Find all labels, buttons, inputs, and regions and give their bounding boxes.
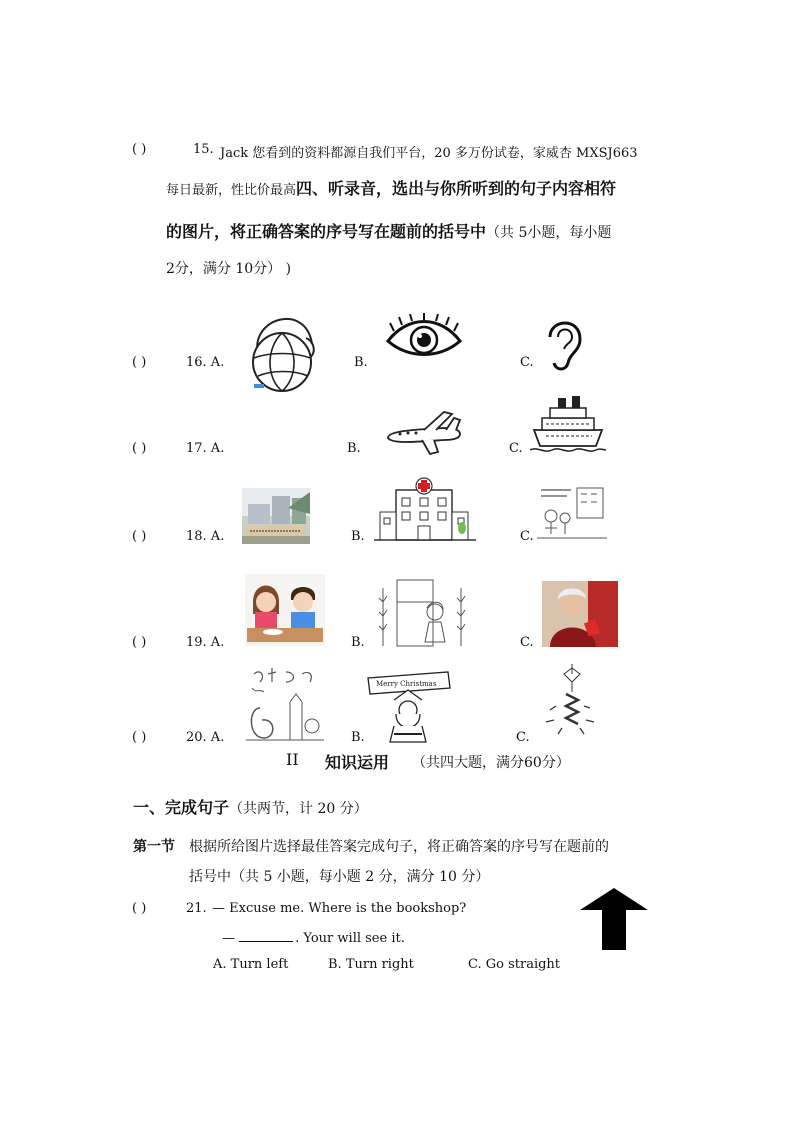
christmas-sign-text: Merry Christmas	[376, 680, 437, 688]
children-cooking-picture	[245, 574, 325, 646]
part2-title: 知识运用	[325, 753, 390, 772]
q18-label: 18. A.	[186, 529, 225, 544]
q17-option-b: B.	[347, 441, 361, 456]
q16-label: 16. A.	[186, 355, 225, 370]
q20-option-c: C.	[516, 730, 530, 745]
park-sketch	[537, 482, 607, 542]
q18-option-c: C.	[520, 529, 534, 544]
q15-line3	[166, 219, 611, 242]
girl-window-sketch	[373, 578, 473, 648]
q21-number: 21.	[186, 901, 207, 916]
sub1-line2-text: 括号中	[189, 869, 231, 885]
section4-heading-cont: 的图片，将正确答案的序号写在题前的括号中	[166, 222, 487, 241]
firecracker-sketch	[538, 664, 602, 744]
q21-option-a: A. Turn left	[213, 957, 289, 972]
section1-title: 一、完成句子	[133, 798, 230, 817]
up-arrow-icon	[580, 888, 648, 950]
festival-sketch	[246, 668, 324, 744]
q20-paren: ( )	[132, 730, 147, 745]
q15-paren: ( )	[132, 142, 147, 157]
santa-christmas-picture	[364, 670, 454, 744]
q17-label: 17. A.	[186, 441, 225, 456]
part2-note: （共四大题，满分60分）	[412, 755, 570, 771]
q21-paren: ( )	[132, 901, 147, 916]
sub1-line2-note: （共 5 小题，每小题 2 分，满分 10 分）	[231, 869, 490, 885]
q21-dash: —	[222, 931, 235, 946]
q17-option-c: C.	[509, 441, 523, 456]
school-photo	[242, 488, 310, 544]
plane-picture	[384, 408, 464, 456]
q15-line4: 2分，满分 10分） )	[166, 261, 292, 277]
q15-line1: Jack 您看到的资料都源自我们平台，20 多万份试卷，家威杏 MXSJ663	[220, 146, 638, 161]
q21-answer-line	[222, 929, 405, 946]
sub1-label: 第一节	[133, 839, 175, 855]
q15-line2	[166, 176, 616, 199]
q15-line2-prefix: 每日最新，性比价最高	[166, 183, 297, 198]
sub1-line2	[189, 866, 489, 886]
hospital-picture	[374, 476, 476, 544]
q16-option-c: C.	[520, 355, 534, 370]
section1-note: （共两节，计 20 分）	[229, 801, 368, 817]
q15-number: 15.	[193, 142, 214, 157]
ship-picture	[530, 390, 606, 456]
q18-paren: ( )	[132, 529, 147, 544]
section4-heading: 四、听录音，选出与你所听到的句子内容相符	[296, 179, 617, 198]
elder-red-envelope-photo	[542, 581, 618, 647]
q21-question: — Excuse me. Where is the bookshop?	[212, 901, 467, 916]
q21-answer-tail: . Your will see it.	[295, 931, 405, 946]
q20-label: 20. A.	[186, 730, 225, 745]
q19-option-b: B.	[351, 635, 365, 650]
part2-numeral: II	[286, 750, 299, 769]
section1-heading	[133, 795, 368, 818]
q16-paren: ( )	[132, 355, 147, 370]
eye-picture	[384, 313, 464, 365]
q20-option-b: B.	[351, 730, 365, 745]
q18-option-b: B.	[351, 529, 365, 544]
q21-answer-blank[interactable]	[239, 929, 293, 942]
section4-note: （共 5小题，每小题	[486, 225, 612, 241]
q16-option-b: B.	[354, 355, 368, 370]
q21-option-c: C. Go straight	[468, 957, 561, 972]
q21-option-b: B. Turn right	[328, 957, 414, 972]
ear-picture	[540, 315, 588, 373]
q19-paren: ( )	[132, 635, 147, 650]
q19-option-c: C.	[520, 635, 534, 650]
q17-paren: ( )	[132, 441, 147, 456]
ball-picture	[246, 308, 322, 394]
q19-label: 19. A.	[186, 635, 225, 650]
sub1-line1: 根据所给图片选择最佳答案完成句子，将正确答案的序号写在题前的	[189, 839, 609, 855]
